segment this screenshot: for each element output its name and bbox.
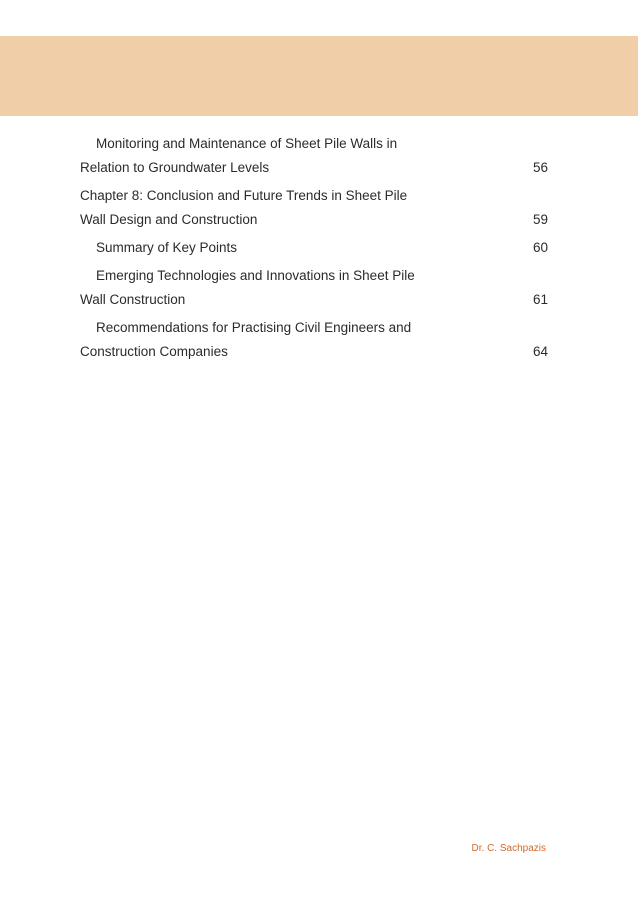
toc-entry[interactable] xyxy=(80,132,550,180)
toc-entry-title-line-2: Wall Construction xyxy=(80,292,186,307)
toc-entry-title-line-1: Summary of Key Points xyxy=(96,240,238,255)
footer-author: Dr. C. Sachpazis xyxy=(471,843,546,854)
toc-entry[interactable] xyxy=(80,236,550,260)
toc-entry-title-line-2: Wall Design and Construction xyxy=(80,212,258,227)
toc-entry[interactable] xyxy=(80,264,550,312)
toc-entry-title-line-2: Relation to Groundwater Levels xyxy=(80,160,270,175)
toc-entry-page-number: 64 xyxy=(532,344,548,359)
toc-entry-page-number: 60 xyxy=(532,240,548,255)
toc-entry-page-number: 61 xyxy=(532,292,548,307)
toc-entry-title-line-1: Recommendations for Practising Civil Engineers and xyxy=(96,320,412,335)
toc-entry-title-line-1: Emerging Technologies and Innovations in Sheet Pile xyxy=(96,268,415,283)
toc-entry-title-line-1: Monitoring and Maintenance of Sheet Pile Walls in xyxy=(96,136,398,151)
toc-entry-chapter[interactable] xyxy=(80,184,550,232)
toc-entry-page-number: 59 xyxy=(532,212,548,227)
header-band xyxy=(0,36,638,116)
toc-entry-page-number: 56 xyxy=(532,160,548,175)
toc-entry[interactable] xyxy=(80,316,550,364)
table-of-contents xyxy=(80,132,550,364)
toc-entry-title-line-2: Construction Companies xyxy=(80,344,228,359)
toc-entry-title-line-1: Chapter 8: Conclusion and Future Trends in Sheet Pile xyxy=(80,188,408,203)
